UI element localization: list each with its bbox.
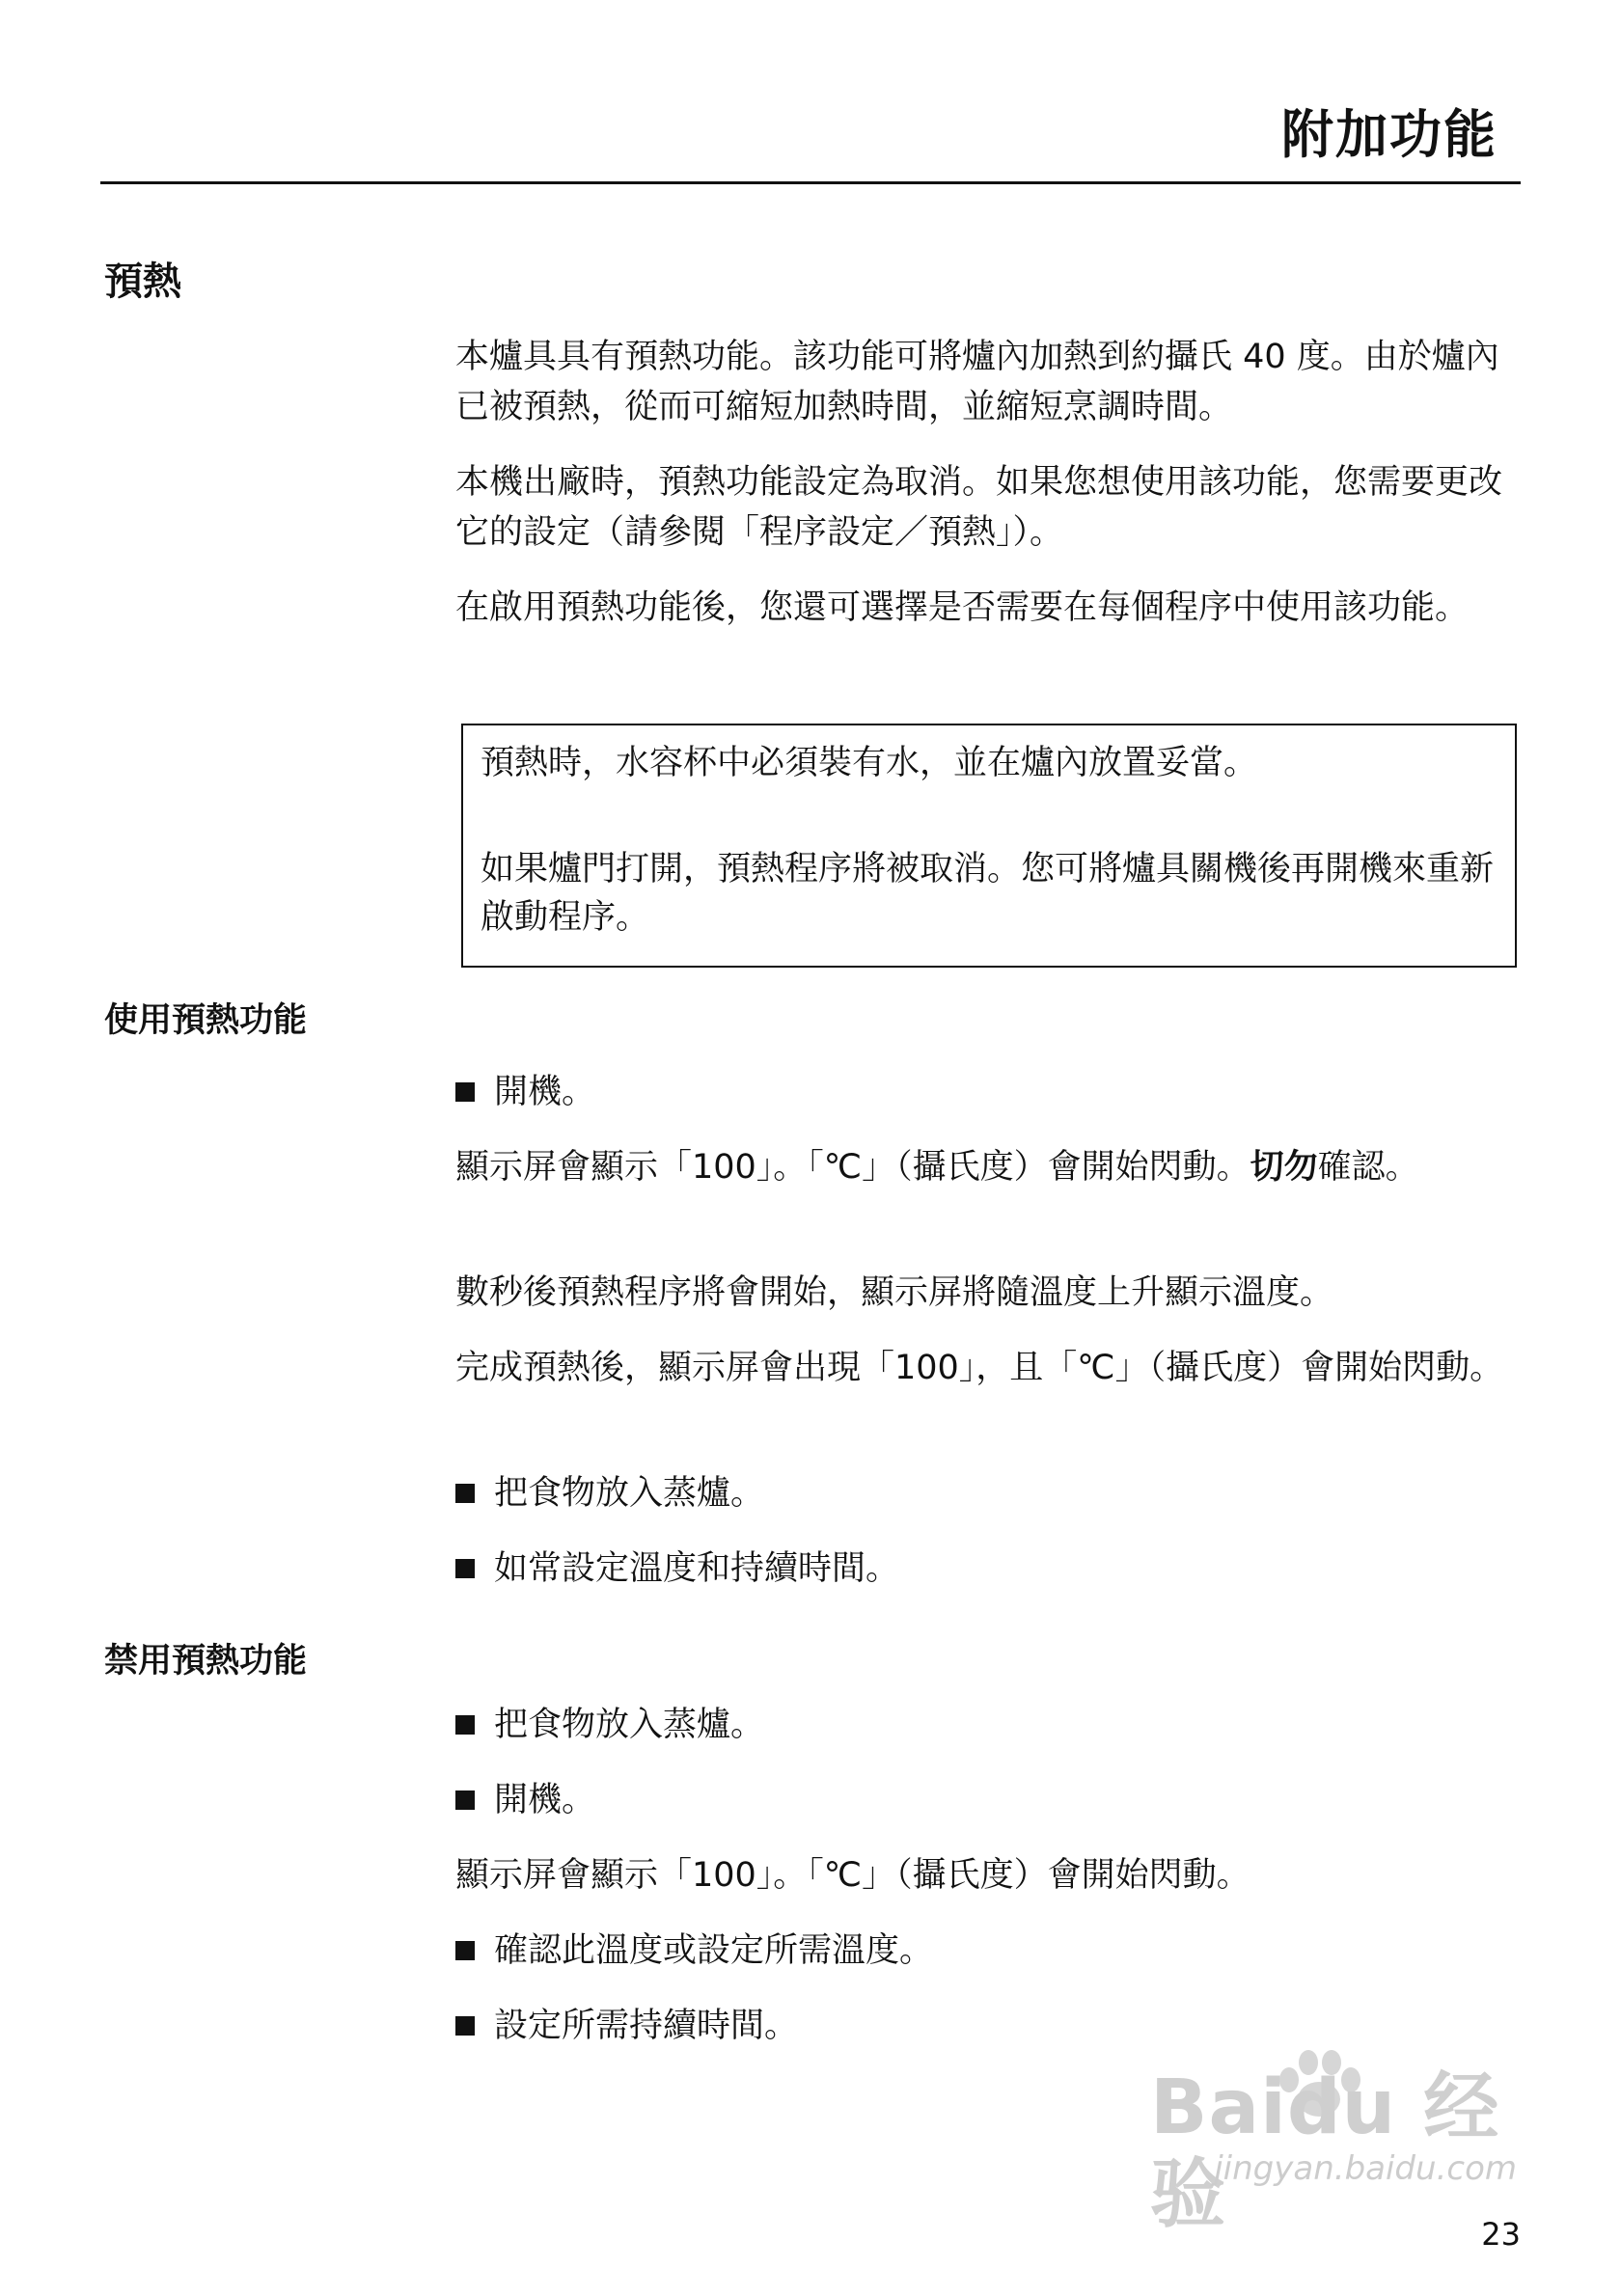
step-text: 確認此溫度或設定所需溫度。 xyxy=(494,1931,934,1970)
note-line-1: 預熱時，水容杯中必須裝有水，並在爐內放置妥當。 xyxy=(481,744,1258,782)
use-paragraph-1-end: 確認。 xyxy=(1317,1148,1419,1187)
bullet-square-icon xyxy=(455,1941,475,1960)
step-text: 把食物放入蒸爐。 xyxy=(494,1706,765,1744)
step-text: 把食物放入蒸爐。 xyxy=(494,1474,765,1513)
watermark-logo-text: Baidu 经验 xyxy=(1150,2064,1500,2238)
step-text: 開機。 xyxy=(494,1781,596,1819)
disable-step-1 xyxy=(455,1700,1526,1750)
bullet-square-icon xyxy=(455,1790,475,1810)
page-number: 23 xyxy=(1481,2216,1521,2253)
use-paragraph-2: 數秒後預熱程序將會開始，顯示屏將隨溫度上升顯示溫度。 xyxy=(455,1273,1334,1312)
watermark-url: jingyan.baidu.com xyxy=(1214,2149,1517,2188)
section-title-disable-preheat: 禁用預熱功能 xyxy=(104,1642,308,1681)
bullet-square-icon xyxy=(455,1082,475,1102)
use-paragraph-1 xyxy=(455,1142,1526,1192)
use-step-1 xyxy=(455,1067,1526,1117)
section-title-preheat: 預熱 xyxy=(104,260,181,304)
disable-step-2 xyxy=(455,1775,1526,1825)
bullet-square-icon xyxy=(455,1715,475,1735)
page-title: 附加功能 xyxy=(1281,104,1497,165)
use-step-3 xyxy=(455,1544,1526,1594)
preheat-paragraph-2: 本機出廠時，預熱功能設定為取消。如果您想使用該功能，您需要更改它的設定（請參閱「程序設定／預熱」）。 xyxy=(455,463,1503,552)
note-line-2: 如果爐門打開，預熱程序將被取消。您可將爐具關機後再開機來重新啟動程序。 xyxy=(481,850,1495,937)
disable-paragraph-1: 顯示屏會顯示「100」。「℃」（攝氏度）會開始閃動。 xyxy=(455,1856,1250,1895)
bullet-square-icon xyxy=(455,1484,475,1503)
preheat-paragraph-1: 本爐具具有預熱功能。該功能可將爐內加熱到約攝氏 40 度。由於爐內已被預熱，從而可縮短加熱時間，並縮短烹調時間。 xyxy=(455,338,1499,426)
use-paragraph-1-bold: 切勿 xyxy=(1250,1148,1318,1187)
step-text: 設定所需持續時間。 xyxy=(494,2007,799,2045)
use-paragraph-1-text: 顯示屏會顯示「100」。「℃」（攝氏度）會開始閃動。 xyxy=(455,1148,1250,1187)
section-title-use-preheat: 使用預熱功能 xyxy=(104,1001,308,1040)
preheat-paragraph-3: 在啟用預熱功能後，您還可選擇是否需要在每個程序中使用該功能。 xyxy=(455,588,1470,627)
note-box xyxy=(461,724,1517,968)
step-text: 開機。 xyxy=(494,1073,596,1111)
disable-step-4 xyxy=(455,2001,1526,2051)
bullet-square-icon xyxy=(455,2016,475,2036)
use-paragraph-3: 完成預熱後，顯示屏會出現「100」，且「℃」（攝氏度）會開始閃動。 xyxy=(455,1349,1504,1387)
step-text: 如常設定溫度和持續時間。 xyxy=(494,1549,900,1588)
header-divider xyxy=(100,181,1521,184)
disable-step-3 xyxy=(455,1926,1526,1976)
bullet-square-icon xyxy=(455,1559,475,1578)
use-step-2 xyxy=(455,1468,1526,1518)
